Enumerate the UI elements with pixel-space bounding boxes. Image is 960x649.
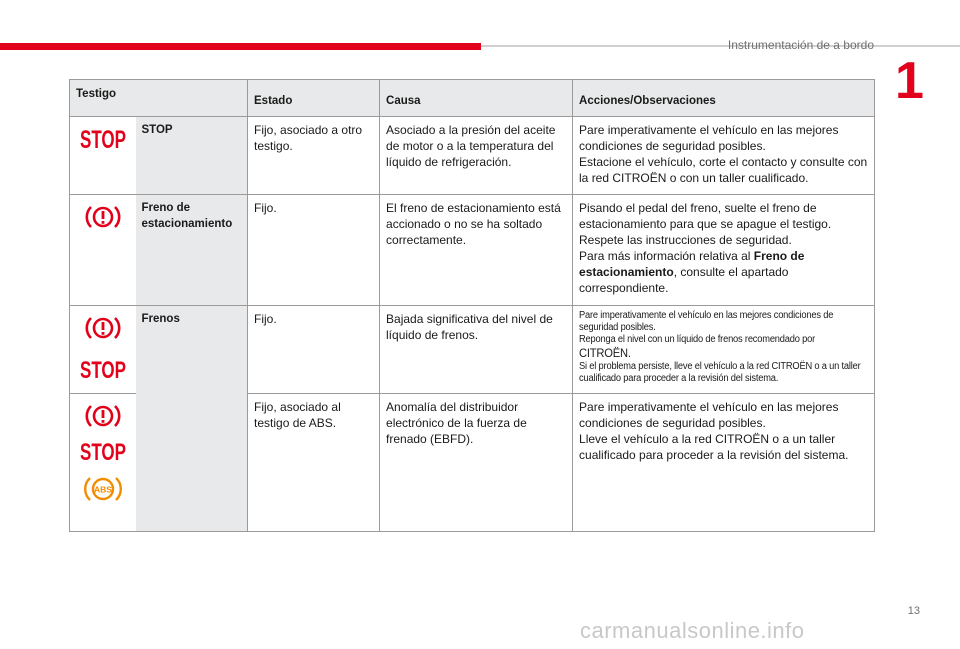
- table-row: [70, 117, 875, 195]
- table-row: [70, 195, 875, 306]
- icon-cell: [70, 117, 136, 195]
- row-acciones: [573, 117, 875, 195]
- brake-warning-icon: [85, 314, 121, 342]
- row-name: STOP: [136, 117, 248, 195]
- accion-line: Pisando el pedal del freno, suelte el freno de estacionamiento para que se apague el testigo.: [579, 201, 832, 231]
- row-estado: Fijo, asociado a otro testigo.: [248, 117, 380, 195]
- accion-more-suffix: , consulte el apartado correspondiente.: [579, 265, 789, 295]
- chapter-number: 1: [895, 52, 924, 110]
- brake-warning-icon: [85, 402, 121, 430]
- stop-icon: [79, 125, 127, 155]
- accion-more-bold: Freno de estacionamiento: [579, 249, 805, 279]
- header-causa: Causa: [380, 80, 573, 117]
- page-number: 13: [907, 605, 920, 617]
- row-causa: El freno de estacionamiento está accionado o no se ha soltado correctamente.: [380, 195, 573, 306]
- row-acciones: [573, 195, 875, 306]
- accion-citroen: CITROËN.: [579, 346, 631, 360]
- watermark: carmanualsonline.info: [580, 618, 805, 643]
- accion-line: Respete las instrucciones de seguridad.: [579, 233, 792, 247]
- header-divider-line: [481, 45, 960, 47]
- row-acciones: [573, 394, 875, 532]
- accion-line-small: [579, 346, 867, 361]
- section-title: Instrumentación de a bordo: [727, 38, 874, 52]
- row-causa: Asociado a la presión del aceite de motor o a la temperatura del líquido de refrigeración.: [380, 117, 573, 195]
- row-causa: Anomalía del distribuidor electrónico de la fuerza de frenado (EBFD).: [380, 394, 573, 532]
- accion-line: Pare imperativamente el vehículo en las mejores condiciones de seguridad posibles.: [579, 123, 839, 153]
- accion-line: Pare imperativamente el vehículo en las mejores condiciones de seguridad posibles.: [579, 400, 839, 430]
- row-acciones: [573, 306, 875, 394]
- accion-line: Estacione el vehículo, corte el contacto y consulte con la red CITROËN o con un taller cualificado.: [579, 155, 868, 185]
- warning-lights-table: [69, 79, 875, 532]
- table-row: [70, 306, 875, 394]
- header-testigo: Testigo: [70, 80, 248, 117]
- row-estado: Fijo.: [248, 195, 380, 306]
- icon-cell: [70, 394, 136, 532]
- stop-icon-text: STOP: [79, 126, 126, 155]
- abs-icon-text: ABS: [93, 484, 112, 495]
- row-causa: Bajada significativa del nivel de líquido de frenos.: [380, 306, 573, 394]
- header-acciones: Acciones/Observaciones: [573, 80, 875, 117]
- row-estado: Fijo, asociado al testigo de ABS.: [248, 394, 380, 532]
- icon-cell: [70, 195, 136, 306]
- icon-cell: [70, 306, 136, 394]
- stop-icon-text: STOP: [79, 357, 126, 384]
- stop-icon-text: STOP: [79, 439, 126, 466]
- header-accent-bar: [0, 43, 481, 50]
- accion-line-small: Si el problema persiste, lleve el vehículo a la red CITROËN o a un taller cualificado para proceder a la revisión del sistema.: [579, 361, 861, 384]
- accion-line: [579, 248, 868, 296]
- accion-more-prefix: Para más información relativa al: [579, 249, 754, 263]
- table-header-row: [70, 80, 875, 117]
- accion-line-small: Pare imperativamente el vehículo en las mejores condiciones de seguridad posibles.: [579, 310, 834, 333]
- stop-icon: [79, 356, 127, 382]
- header-estado: Estado: [248, 80, 380, 117]
- stop-icon: [79, 438, 127, 464]
- brake-warning-icon: [85, 203, 121, 231]
- accion-line: Lleve el vehículo a la red CITROËN o a un taller cualificado para proceder a la revisión del sistema.: [579, 432, 849, 462]
- row-name: Frenos: [136, 306, 248, 532]
- abs-icon: [84, 474, 122, 504]
- accion-line-small: Reponga el nivel con un líquido de frenos recomendado por: [579, 334, 816, 345]
- row-name: Freno de estacionamiento: [136, 195, 248, 306]
- row-estado: Fijo.: [248, 306, 380, 394]
